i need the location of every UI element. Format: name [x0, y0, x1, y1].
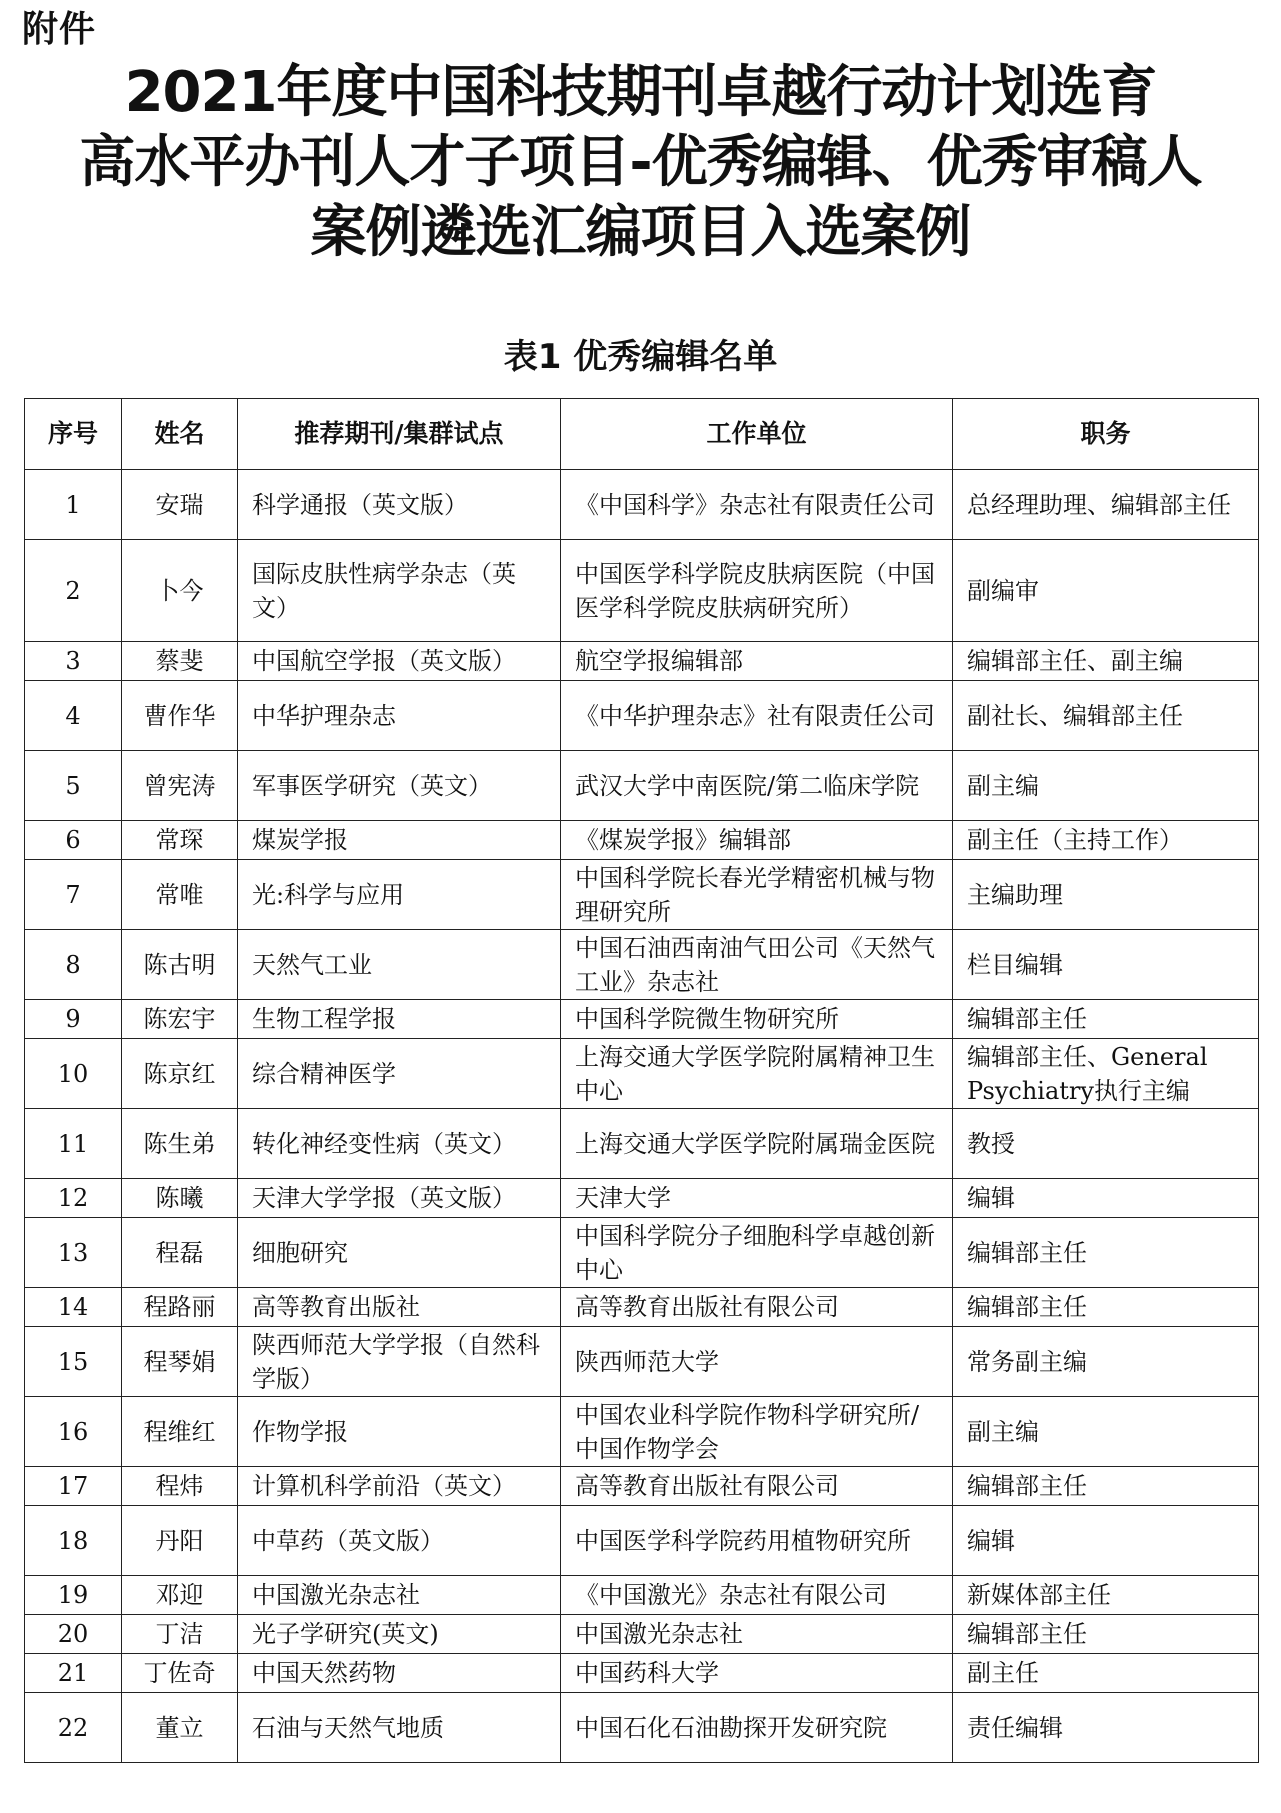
cell-journal: 计算机科学前沿（英文） — [238, 1467, 561, 1506]
cell-name: 蔡斐 — [122, 642, 238, 681]
cell-no: 13 — [25, 1218, 122, 1288]
table-row — [25, 1327, 1259, 1397]
cell-unit: 高等教育出版社有限公司 — [561, 1467, 953, 1506]
cell-position: 编辑部主任 — [953, 1218, 1259, 1288]
table-row — [25, 930, 1259, 1000]
cell-unit: 天津大学 — [561, 1179, 953, 1218]
cell-name: 陈京红 — [122, 1039, 238, 1109]
cell-no: 17 — [25, 1467, 122, 1506]
cell-name: 曹作华 — [122, 681, 238, 751]
cell-name: 丹阳 — [122, 1506, 238, 1576]
table-row — [25, 642, 1259, 681]
cell-unit: 《中国激光》杂志社有限公司 — [561, 1576, 953, 1615]
cell-unit: 中国激光杂志社 — [561, 1615, 953, 1654]
cell-position: 常务副主编 — [953, 1327, 1259, 1397]
table-row — [25, 1109, 1259, 1179]
cell-no: 10 — [25, 1039, 122, 1109]
cell-no: 21 — [25, 1654, 122, 1693]
cell-no: 1 — [25, 470, 122, 540]
cell-journal: 中国天然药物 — [238, 1654, 561, 1693]
table-body — [25, 470, 1259, 1763]
cell-unit: 上海交通大学医学院附属精神卫生中心 — [561, 1039, 953, 1109]
cell-no: 22 — [25, 1693, 122, 1763]
cell-unit: 中国药科大学 — [561, 1654, 953, 1693]
table-row — [25, 1506, 1259, 1576]
cell-journal: 转化神经变性病（英文） — [238, 1109, 561, 1179]
table-row — [25, 1615, 1259, 1654]
cell-no: 3 — [25, 642, 122, 681]
cell-name: 邓迎 — [122, 1576, 238, 1615]
table-row — [25, 540, 1259, 642]
title-line-2: 高水平办刊人才子项目-优秀编辑、优秀审稿人 — [79, 130, 1202, 195]
header-unit: 工作单位 — [561, 399, 953, 470]
cell-unit: 中国科学院长春光学精密机械与物理研究所 — [561, 860, 953, 930]
cell-unit: 中国医学科学院药用植物研究所 — [561, 1506, 953, 1576]
cell-journal: 陕西师范大学学报（自然科学版） — [238, 1327, 561, 1397]
cell-position: 编辑部主任 — [953, 1467, 1259, 1506]
cell-position: 栏目编辑 — [953, 930, 1259, 1000]
cell-journal: 生物工程学报 — [238, 1000, 561, 1039]
cell-position: 编辑部主任、General Psychiatry执行主编 — [953, 1039, 1259, 1109]
cell-name: 丁佐奇 — [122, 1654, 238, 1693]
cell-unit: 中国科学院分子细胞科学卓越创新中心 — [561, 1218, 953, 1288]
cell-unit: 中国医学科学院皮肤病医院（中国医学科学院皮肤病研究所） — [561, 540, 953, 642]
cell-name: 卜今 — [122, 540, 238, 642]
cell-position: 编辑部主任 — [953, 1000, 1259, 1039]
cell-name: 程维红 — [122, 1397, 238, 1467]
cell-position: 副社长、编辑部主任 — [953, 681, 1259, 751]
cell-journal: 中华护理杂志 — [238, 681, 561, 751]
cell-name: 陈生弟 — [122, 1109, 238, 1179]
cell-journal: 细胞研究 — [238, 1218, 561, 1288]
cell-journal: 光子学研究(英文) — [238, 1615, 561, 1654]
header-no: 序号 — [25, 399, 122, 470]
cell-no: 20 — [25, 1615, 122, 1654]
cell-journal: 高等教育出版社 — [238, 1288, 561, 1327]
cell-unit: 中国石化石油勘探开发研究院 — [561, 1693, 953, 1763]
cell-no: 2 — [25, 540, 122, 642]
attachment-label: 附件 — [22, 9, 97, 50]
cell-unit: 《中国科学》杂志社有限责任公司 — [561, 470, 953, 540]
cell-name: 曾宪涛 — [122, 751, 238, 821]
table-row — [25, 860, 1259, 930]
cell-position: 副主任（主持工作） — [953, 821, 1259, 860]
cell-name: 程炜 — [122, 1467, 238, 1506]
cell-journal: 天津大学学报（英文版） — [238, 1179, 561, 1218]
table-row — [25, 821, 1259, 860]
cell-position: 编辑 — [953, 1506, 1259, 1576]
cell-position: 编辑部主任 — [953, 1615, 1259, 1654]
table-row — [25, 681, 1259, 751]
cell-position: 新媒体部主任 — [953, 1576, 1259, 1615]
table-row — [25, 1397, 1259, 1467]
header-name: 姓名 — [122, 399, 238, 470]
cell-no: 6 — [25, 821, 122, 860]
title-line-1: 2021年度中国科技期刊卓越行动计划选育 — [124, 60, 1157, 125]
cell-position: 副主任 — [953, 1654, 1259, 1693]
cell-unit: 中国农业科学院作物科学研究所/中国作物学会 — [561, 1397, 953, 1467]
cell-position: 总经理助理、编辑部主任 — [953, 470, 1259, 540]
cell-name: 陈曦 — [122, 1179, 238, 1218]
cell-journal: 中草药（英文版） — [238, 1506, 561, 1576]
cell-unit: 中国石油西南油气田公司《天然气工业》杂志社 — [561, 930, 953, 1000]
cell-journal: 综合精神医学 — [238, 1039, 561, 1109]
cell-no: 16 — [25, 1397, 122, 1467]
table-header-row — [25, 399, 1259, 470]
table-row — [25, 1218, 1259, 1288]
cell-unit: 中国科学院微生物研究所 — [561, 1000, 953, 1039]
cell-name: 陈宏宇 — [122, 1000, 238, 1039]
table-row — [25, 1467, 1259, 1506]
table-row — [25, 1039, 1259, 1109]
cell-position: 主编助理 — [953, 860, 1259, 930]
table-row — [25, 751, 1259, 821]
cell-name: 丁洁 — [122, 1615, 238, 1654]
cell-name: 安瑞 — [122, 470, 238, 540]
table-row — [25, 1654, 1259, 1693]
cell-position: 编辑部主任 — [953, 1288, 1259, 1327]
cell-name: 程琴娟 — [122, 1327, 238, 1397]
cell-unit: 《煤炭学报》编辑部 — [561, 821, 953, 860]
cell-unit: 陕西师范大学 — [561, 1327, 953, 1397]
header-position: 职务 — [953, 399, 1259, 470]
cell-journal: 中国航空学报（英文版） — [238, 642, 561, 681]
cell-position: 教授 — [953, 1109, 1259, 1179]
cell-name: 董立 — [122, 1693, 238, 1763]
cell-unit: 高等教育出版社有限公司 — [561, 1288, 953, 1327]
cell-no: 12 — [25, 1179, 122, 1218]
cell-journal: 光:科学与应用 — [238, 860, 561, 930]
cell-unit: 航空学报编辑部 — [561, 642, 953, 681]
title-line-3: 案例遴选汇编项目入选案例 — [310, 200, 971, 265]
table-row — [25, 1000, 1259, 1039]
cell-unit: 《中华护理杂志》社有限责任公司 — [561, 681, 953, 751]
table-row — [25, 1576, 1259, 1615]
cell-name: 常唯 — [122, 860, 238, 930]
cell-name: 程路丽 — [122, 1288, 238, 1327]
cell-no: 5 — [25, 751, 122, 821]
cell-position: 副编审 — [953, 540, 1259, 642]
cell-position: 副主编 — [953, 751, 1259, 821]
table-caption: 表1 优秀编辑名单 — [503, 337, 778, 377]
cell-position: 编辑 — [953, 1179, 1259, 1218]
cell-journal: 科学通报（英文版） — [238, 470, 561, 540]
table-row — [25, 1288, 1259, 1327]
header-journal: 推荐期刊/集群试点 — [238, 399, 561, 470]
cell-no: 4 — [25, 681, 122, 751]
cell-journal: 中国激光杂志社 — [238, 1576, 561, 1615]
cell-no: 9 — [25, 1000, 122, 1039]
cell-unit: 上海交通大学医学院附属瑞金医院 — [561, 1109, 953, 1179]
cell-name: 陈古明 — [122, 930, 238, 1000]
cell-no: 19 — [25, 1576, 122, 1615]
cell-no: 11 — [25, 1109, 122, 1179]
cell-name: 常琛 — [122, 821, 238, 860]
cell-unit: 武汉大学中南医院/第二临床学院 — [561, 751, 953, 821]
document-title — [0, 58, 1281, 268]
cell-no: 7 — [25, 860, 122, 930]
table-row — [25, 470, 1259, 540]
cell-journal: 作物学报 — [238, 1397, 561, 1467]
cell-journal: 国际皮肤性病学杂志（英文） — [238, 540, 561, 642]
cell-journal: 军事医学研究（英文） — [238, 751, 561, 821]
table-row — [25, 1693, 1259, 1763]
excellent-editors-table — [24, 398, 1259, 1763]
cell-name: 程磊 — [122, 1218, 238, 1288]
cell-position: 编辑部主任、副主编 — [953, 642, 1259, 681]
cell-no: 8 — [25, 930, 122, 1000]
cell-position: 副主编 — [953, 1397, 1259, 1467]
cell-journal: 煤炭学报 — [238, 821, 561, 860]
cell-journal: 天然气工业 — [238, 930, 561, 1000]
cell-position: 责任编辑 — [953, 1693, 1259, 1763]
cell-no: 14 — [25, 1288, 122, 1327]
cell-no: 15 — [25, 1327, 122, 1397]
cell-journal: 石油与天然气地质 — [238, 1693, 561, 1763]
cell-no: 18 — [25, 1506, 122, 1576]
table-row — [25, 1179, 1259, 1218]
